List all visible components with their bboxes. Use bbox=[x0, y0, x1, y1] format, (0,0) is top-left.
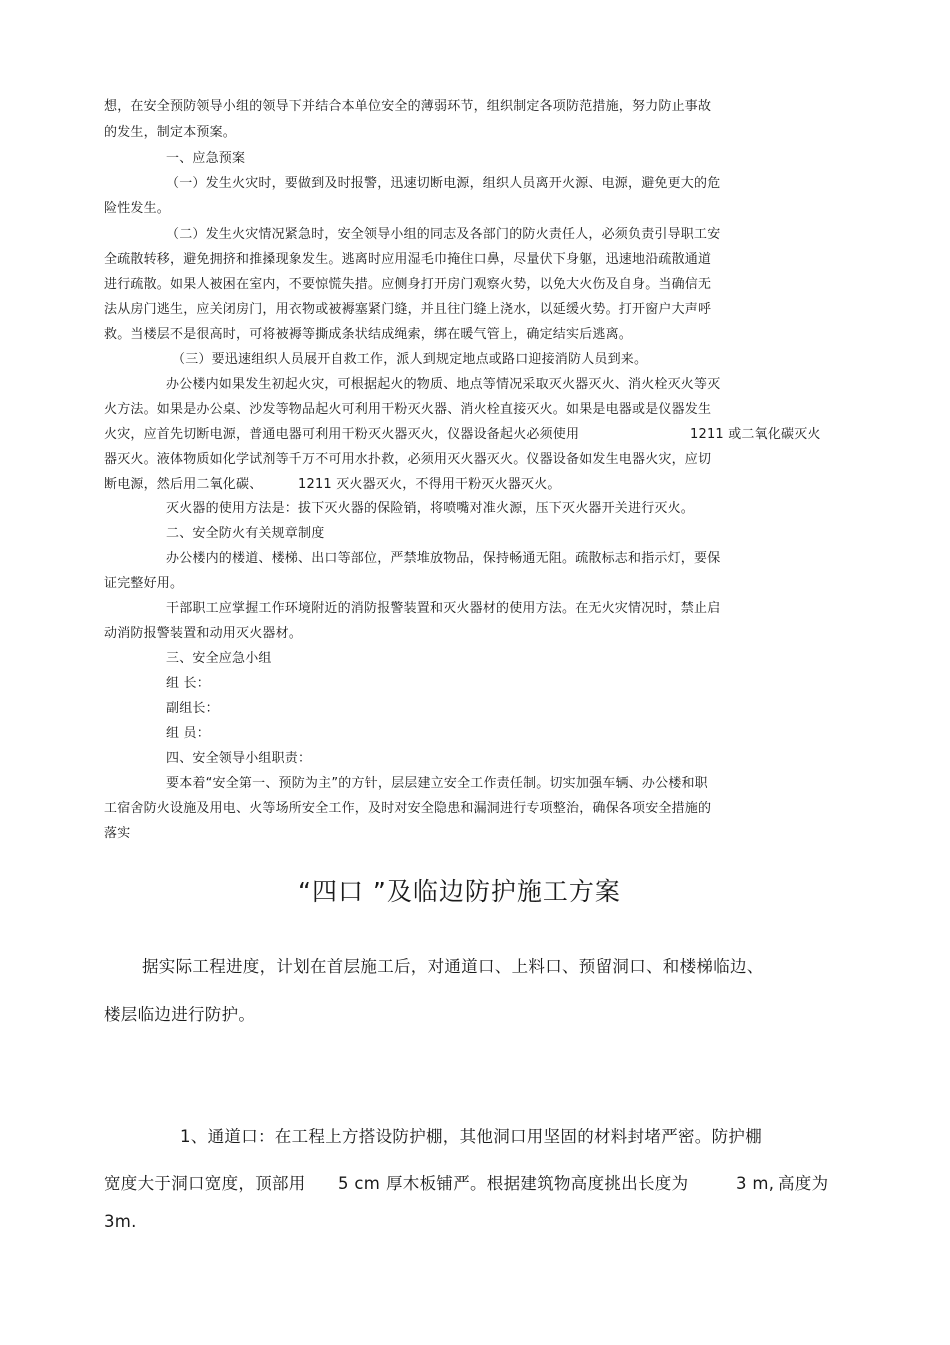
deputy-leader-label: 副组长： bbox=[166, 701, 219, 716]
paragraph-line: 要本着“安全第一、预防为主”的方针，层层建立安全工作责任制。切实加强车辆、办公楼和职 bbox=[166, 776, 708, 791]
paragraph-line: 工宿舍防火设施及用电、火等场所安全工作，及时对安全隐患和漏洞进行专项整治，确保各项安全措施的 bbox=[104, 801, 712, 816]
paragraph-line: 器灭火。液体物质如化学试剂等千万不可用水扑救，必须用灭火器灭火。仪器设备如发生电器火灾，应切 bbox=[104, 452, 712, 467]
section-heading: 二、安全防火有关规章制度 bbox=[166, 526, 325, 541]
paragraph-line: （一）发生火灾时，要做到及时报警，迅速切断电源，组织人员离开火源、电源，避免更大的危 bbox=[166, 176, 721, 191]
paragraph-line: 灭火器的使用方法是：拔下灭火器的保险销，将喷嘴对准火源，压下灭火器开关进行灭火。 bbox=[166, 501, 695, 516]
paragraph-line-fragment: 高度为 bbox=[778, 1174, 829, 1193]
paragraph-line: （二）发生火灾情况紧急时，安全领导小组的同志及各部门的防火责任人，必须负责引导职工安 bbox=[166, 227, 721, 242]
paragraph-line: 全疏散转移，避免拥挤和推搡现象发生。逃离时应用湿毛巾掩住口鼻，尽量伏下身躯，迅速地沿疏散通道 bbox=[104, 252, 712, 267]
paragraph-line-fragment: 1211 灭火器灭火，不得用干粉灭火器灭火。 bbox=[298, 477, 561, 492]
paragraph-line: 落实 bbox=[104, 826, 131, 841]
team-leader-label: 组 长： bbox=[166, 676, 210, 691]
paragraph-line-fragment: 3 m, bbox=[736, 1174, 775, 1193]
paragraph-line: 救。当楼层不是很高时，可将被褥等撕成条状结成绳索，绑在暖气管上，确定结实后逃离。 bbox=[104, 327, 633, 342]
section-heading: 三、安全应急小组 bbox=[166, 651, 272, 666]
paragraph-line: 想，在安全预防领导小组的领导下并结合本单位安全的薄弱环节，组织制定各项防范措施，努力防止事故 bbox=[104, 99, 712, 114]
paragraph-line: 据实际工程进度，计划在首层施工后，对通道口、上料口、预留洞口、和楼梯临边、 bbox=[142, 957, 764, 976]
paragraph-line-fragment: 宽度大于洞口宽度，顶部用 bbox=[104, 1174, 306, 1193]
paragraph-line: 火灾，应首先切断电源，普通电器可利用干粉灭火器灭火，仪器设备起火必须使用 bbox=[104, 427, 580, 442]
paragraph-line: （三）要迅速组织人员展开自救工作，派人到规定地点或路口迎接消防人员到来。 bbox=[172, 352, 648, 367]
paragraph-line: 法从房门逃生，应关闭房门，用衣物或被褥塞紧门缝，并且往门缝上浇水，以延缓火势。打开窗户大声呼 bbox=[104, 302, 712, 317]
paragraph-line: 的发生，制定本预案。 bbox=[104, 125, 237, 140]
paragraph-line: 证完整好用。 bbox=[104, 576, 184, 591]
paragraph-line: 进行疏散。如果人被困在室内，不要惊慌失措。应侧身打开房门观察火势，以免大火伤及自身。当确信无 bbox=[104, 277, 712, 292]
paragraph-line: 断电源，然后用二氧化碳、 bbox=[104, 477, 263, 492]
document-title: “四口 ”及临边防护施工方案 bbox=[298, 877, 621, 906]
section-heading: 一、应急预案 bbox=[166, 151, 246, 166]
paragraph-line: 办公楼内的楼道、楼梯、出口等部位，严禁堆放物品，保持畅通无阻。疏散标志和指示灯，要保 bbox=[166, 551, 721, 566]
paragraph-line: 办公楼内如果发生初起火灾，可根据起火的物质、地点等情况采取灭火器灭火、消火栓灭火等灭 bbox=[166, 377, 721, 392]
paragraph-line-fragment: 1211 或二氧化碳灭火 bbox=[690, 427, 821, 442]
paragraph-line: 1、通道口：在工程上方搭设防护棚，其他洞口用坚固的材料封堵严密。防护棚 bbox=[180, 1127, 762, 1146]
team-member-label: 组 员： bbox=[166, 726, 210, 741]
paragraph-line: 动消防报警装置和动用灭火器材。 bbox=[104, 626, 303, 641]
section-heading: 四、安全领导小组职责： bbox=[166, 751, 312, 766]
paragraph-line: 火方法。如果是办公桌、沙发等物品起火可利用干粉灭火器、消火栓直接灭火。如果是电器或是仪器发生 bbox=[104, 402, 712, 417]
paragraph-line-fragment: 厚木板铺严。根据建筑物高度挑出长度为 bbox=[386, 1174, 689, 1193]
paragraph-line: 干部职工应掌握工作环境附近的消防报警装置和灭火器材的使用方法。在无火灾情况时，禁止启 bbox=[166, 601, 721, 616]
paragraph-line: 3m. bbox=[104, 1212, 137, 1231]
paragraph-line: 险性发生。 bbox=[104, 201, 171, 216]
paragraph-line-fragment: 5 cm bbox=[338, 1174, 381, 1193]
paragraph-line: 楼层临边进行防护。 bbox=[104, 1005, 256, 1024]
